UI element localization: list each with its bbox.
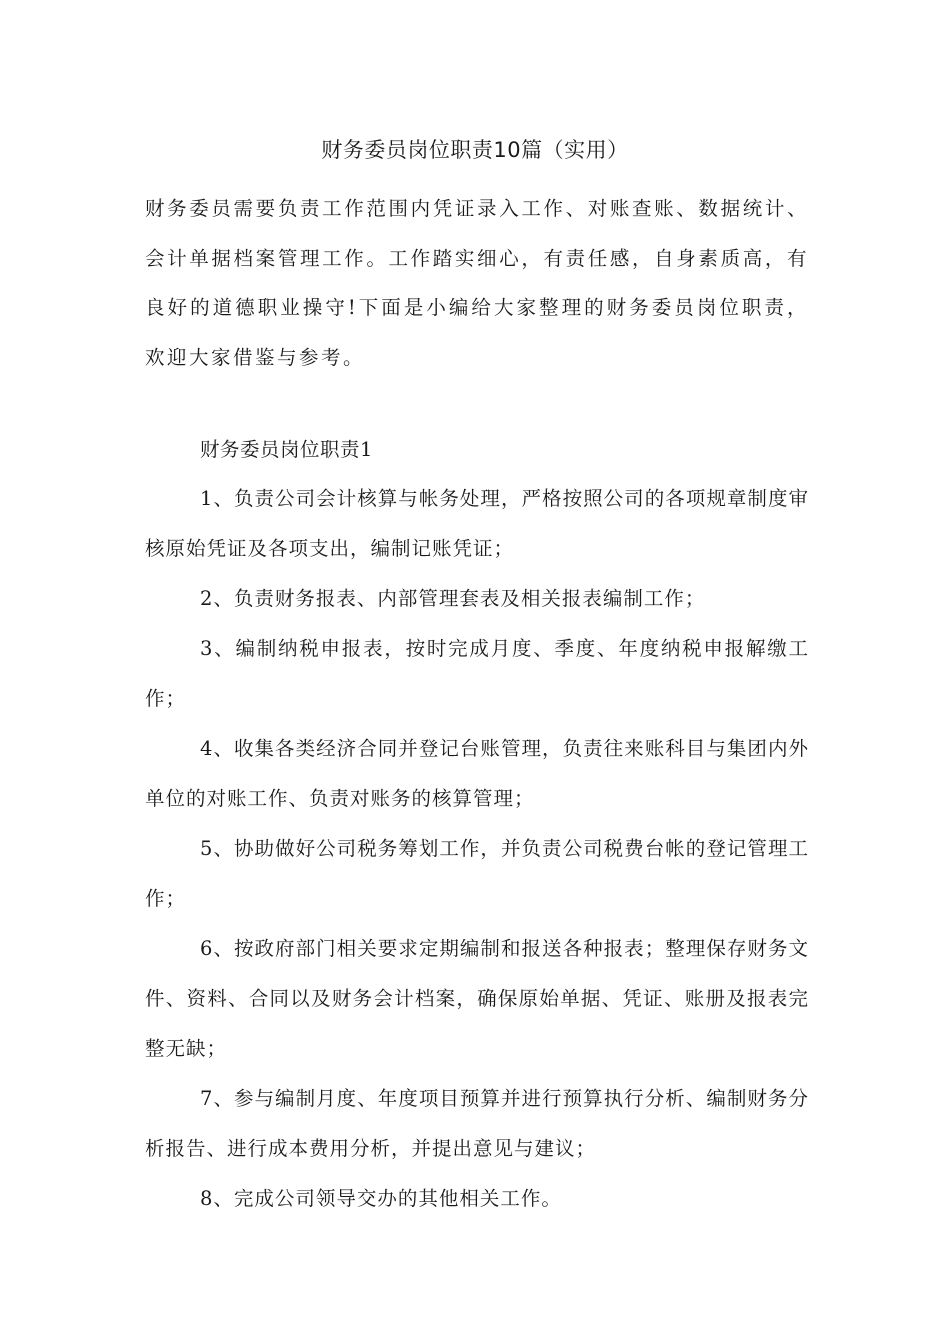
duty-item-8: 8、完成公司领导交办的其他相关工作。 xyxy=(200,1187,562,1210)
section-heading: 财务委员岗位职责1 xyxy=(200,438,373,461)
intro-paragraph: 财务委员需要负责工作范围内凭证录入工作、对账查账、数据统计、会计单据档案管理工作。工作踏实细心，有责任感，自身素质高，有良好的道德职业操守!下面是小编给大家整理的财务委员岗位职责，欢迎大家借鉴与参考。 xyxy=(145,197,809,369)
document-title: 财务委员岗位职责10篇（实用） xyxy=(321,138,629,162)
duty-item-6: 6、按政府部门相关要求定期编制和报送各种报表；整理保存财务文件、资料、合同以及财务会计档案，确保原始单据、凭证、账册及报表完整无缺； xyxy=(145,937,809,1060)
duty-item-4: 4、收集各类经济合同并登记台账管理，负责往来账科目与集团内外单位的对账工作、负责对账务的核算管理； xyxy=(145,737,809,810)
duty-item-7: 7、参与编制月度、年度项目预算并进行预算执行分析、编制财务分析报告、进行成本费用分析，并提出意见与建议； xyxy=(145,1087,809,1160)
duty-item-2: 2、负责财务报表、内部管理套表及相关报表编制工作； xyxy=(200,587,706,610)
duty-item-3: 3、编制纳税申报表，按时完成月度、季度、年度纳税申报解缴工作； xyxy=(145,637,809,710)
duty-item-5: 5、协助做好公司税务筹划工作，并负责公司税费台帐的登记管理工作； xyxy=(145,837,809,910)
duty-item-1: 1、负责公司会计核算与帐务处理，严格按照公司的各项规章制度审核原始凭证及各项支出，编制记账凭证； xyxy=(145,487,809,560)
